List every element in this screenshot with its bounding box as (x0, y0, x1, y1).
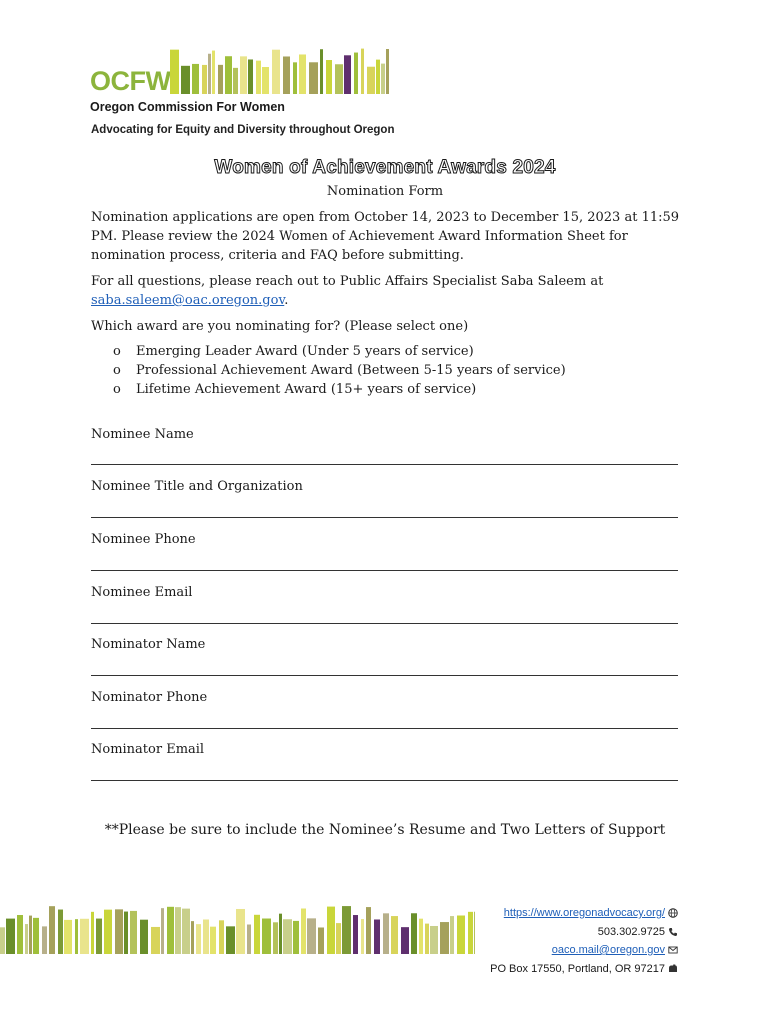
decorative-bar (6, 919, 15, 954)
decorative-bar (326, 60, 332, 94)
tagline: Advocating for Equity and Diversity throughout Oregon (91, 124, 395, 136)
decorative-bar (468, 912, 473, 954)
bullet-marker: o (113, 382, 121, 397)
decorative-bar (182, 909, 190, 954)
form-title: Women of Achievement Awards 2024 (214, 157, 556, 178)
decorative-bar (279, 914, 282, 954)
decorative-bar (283, 919, 292, 954)
email-link[interactable]: oaco.mail@oregon.gov (551, 944, 665, 956)
footer-contact-info (490, 904, 678, 978)
decorative-bar (0, 927, 5, 954)
decorative-bar (335, 64, 343, 94)
decorative-bar (170, 50, 179, 94)
nominator-email-field[interactable] (91, 780, 678, 781)
decorative-bar (336, 923, 341, 954)
decorative-bar (196, 924, 201, 954)
decorative-bar (283, 56, 290, 94)
award-question: Which award are you nominating for? (Please select one) (91, 319, 469, 334)
decorative-bar (104, 910, 112, 954)
decorative-bar (124, 912, 128, 954)
decorative-bar (226, 926, 235, 954)
decorative-bar (256, 61, 261, 94)
decorative-bar (391, 916, 398, 954)
decorative-bar (219, 920, 224, 954)
decorative-bar (191, 921, 194, 954)
decorative-bar (307, 918, 316, 954)
nominee-name-label: Nominee Name (91, 427, 194, 442)
decorative-bar (91, 912, 94, 954)
decorative-bar (401, 927, 409, 954)
award-option-professional-achievement[interactable] (91, 361, 691, 380)
decorative-bar (192, 64, 199, 94)
decorative-bar (262, 67, 269, 94)
decorative-bar (327, 907, 335, 954)
decorative-bar (240, 56, 247, 94)
decorative-bar (248, 59, 253, 94)
contact-paragraph (91, 272, 691, 310)
award-option-label: Emerging Leader Award (Under 5 years of service) (136, 344, 474, 359)
decorative-bar (151, 927, 160, 954)
decorative-bar (361, 919, 364, 954)
nominator-email-label: Nominator Email (91, 742, 205, 757)
decorative-bar (254, 915, 260, 954)
decorative-bar (233, 68, 238, 94)
decorative-bar (301, 909, 306, 954)
decorative-bar (58, 910, 63, 954)
decorative-bar (425, 924, 429, 954)
decorative-bar (386, 49, 389, 94)
decorative-bar (272, 50, 280, 94)
reminder-note: **Please be sure to include the Nominee’s Resume and Two Letters of Support (104, 822, 666, 838)
decorative-bar (474, 912, 475, 954)
intro-paragraph: Nomination applications are open from October 14, 2023 to December 15, 2023 at 11:59 PM. Please review the 2024 Women of Achievement Award Information Sheet for nomination process, criteria and FAQ before submitting. (91, 210, 680, 263)
decorative-bar (411, 913, 417, 954)
decorative-bar (203, 919, 209, 954)
bullet-marker: o (113, 344, 121, 359)
decorative-bar (309, 62, 318, 94)
mailing-address: PO Box 17550, Portland, OR 97217 (490, 962, 665, 975)
footer-bars-graphic (0, 906, 475, 954)
decorative-bar (17, 915, 23, 954)
phone-icon (668, 927, 678, 937)
decorative-bar (218, 65, 223, 94)
org-name: Oregon Commission For Women (90, 100, 285, 114)
decorative-bar (361, 49, 364, 94)
nominee-title-field[interactable] (91, 517, 678, 518)
mail-icon (668, 945, 678, 955)
nominee-name-field[interactable] (91, 464, 678, 465)
decorative-bar (342, 906, 351, 954)
decorative-bar (130, 911, 137, 954)
decorative-bar (167, 907, 174, 954)
decorative-bar (293, 921, 299, 954)
award-option-label: Professional Achievement Award (Between 5-15 years of service) (136, 363, 566, 378)
logo-text: OCFW (90, 66, 171, 96)
decorative-bar (49, 906, 55, 954)
decorative-bar (236, 909, 245, 954)
decorative-bar (430, 926, 438, 954)
decorative-bar (381, 64, 385, 94)
phone-number: 503.302.9725 (597, 925, 665, 938)
decorative-bar (175, 907, 181, 954)
decorative-bar (419, 919, 423, 954)
award-option-label: Lifetime Achievement Award (15+ years of service) (136, 382, 477, 397)
decorative-bar (25, 924, 28, 954)
decorative-bar (440, 922, 449, 954)
nominee-phone-label: Nominee Phone (91, 532, 196, 547)
decorative-bar (29, 916, 32, 954)
decorative-bar (353, 915, 358, 954)
contact-end: . (284, 293, 289, 308)
nominee-title-label: Nominee Title and Organization (91, 479, 303, 494)
decorative-bar (320, 49, 323, 94)
decorative-bar (376, 60, 380, 94)
form-subtitle: Nomination Form (326, 184, 444, 199)
website-link[interactable]: https://www.oregonadvocacy.org/ (503, 907, 665, 919)
award-option-emerging-leader[interactable] (91, 342, 691, 361)
decorative-bar (208, 54, 211, 94)
award-option-lifetime-achievement[interactable] (91, 380, 691, 399)
decorative-bar (374, 919, 380, 954)
decorative-bar (318, 927, 324, 954)
decorative-bar (354, 53, 358, 94)
decorative-bar (225, 56, 232, 94)
decorative-bar (293, 62, 297, 94)
decorative-bar (64, 920, 72, 954)
decorative-bar (212, 51, 215, 94)
decorative-bar (115, 909, 123, 954)
nominator-phone-field[interactable] (91, 728, 678, 729)
decorative-bar (367, 67, 375, 94)
decorative-bar (247, 925, 251, 954)
globe-icon (668, 908, 678, 918)
contact-text: For all questions, please reach out to Public Affairs Specialist Saba Saleem at (91, 274, 604, 289)
award-options-list (91, 342, 691, 399)
bullet-marker: o (113, 363, 121, 378)
decorative-bar (344, 55, 351, 94)
nominator-name-label: Nominator Name (91, 637, 206, 652)
decorative-bar (75, 919, 78, 954)
nominee-phone-field[interactable] (91, 570, 678, 571)
decorative-bar (262, 919, 271, 954)
decorative-bar (80, 919, 89, 954)
decorative-bar (450, 916, 454, 954)
decorative-bar (96, 919, 102, 954)
mailbox-icon (668, 964, 678, 974)
decorative-bar (383, 913, 389, 954)
nominator-phone-label: Nominator Phone (91, 690, 208, 705)
contact-email-link[interactable]: saba.saleem@oac.oregon.gov (91, 293, 285, 308)
decorative-bar (202, 65, 207, 94)
decorative-bar (140, 920, 148, 954)
decorative-bar (366, 907, 371, 954)
nominee-email-field[interactable] (91, 623, 678, 624)
ocfw-logo (90, 48, 390, 118)
decorative-bar (299, 54, 306, 94)
decorative-bar (273, 922, 278, 954)
logo-bars-graphic (170, 48, 390, 94)
nominee-email-label: Nominee Email (91, 585, 193, 600)
nominator-name-field[interactable] (91, 675, 678, 676)
decorative-bar (210, 927, 216, 954)
decorative-bar (457, 916, 465, 954)
decorative-bar (42, 926, 47, 954)
decorative-bar (33, 918, 39, 954)
decorative-bar (181, 66, 190, 94)
decorative-bar (161, 908, 164, 954)
